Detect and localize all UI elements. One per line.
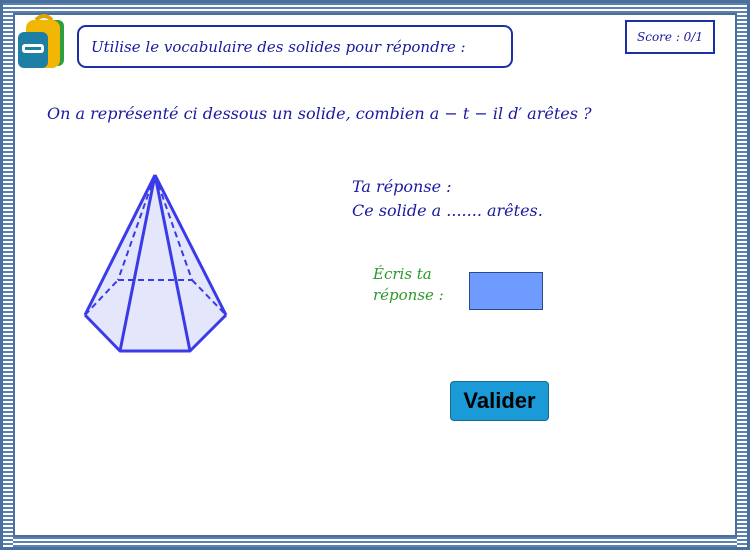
score-badge <box>625 20 715 54</box>
answer-sentence <box>352 175 543 223</box>
answer-input[interactable] <box>469 272 543 310</box>
answer-heading: Ta réponse : <box>352 177 452 196</box>
validate-button-label: Valider <box>463 388 536 413</box>
input-prompt-line1: Écris ta <box>373 265 432 283</box>
instruction-text: Utilise le vocabulaire des solides pour répondre : <box>91 37 466 56</box>
answer-template: Ce solide a ....... arêtes. <box>352 201 543 220</box>
score-text: Score : 0/1 <box>637 30 703 44</box>
backpack-icon <box>14 14 66 70</box>
input-prompt <box>373 264 444 306</box>
instruction-banner <box>77 25 513 68</box>
hexagonal-pyramid-icon <box>80 170 232 356</box>
input-prompt-line2: réponse : <box>373 286 444 304</box>
validate-button[interactable] <box>450 381 549 421</box>
question-text: On a représenté ci dessous un solide, combien a − t − il d′ arêtes ? <box>47 104 592 123</box>
